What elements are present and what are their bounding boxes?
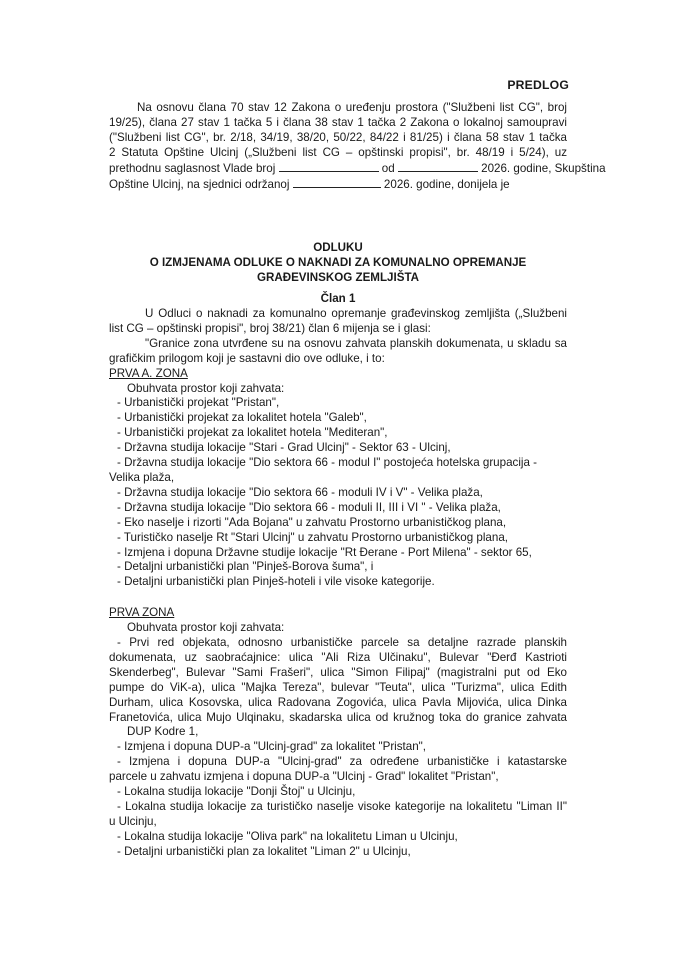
zone-a-covers: Obuhvata prostor koji zahvata:	[127, 381, 285, 395]
title-line: O IZMJENAMA ODLUKE O NAKNADI ZA KOMUNALNO OPREMANJE	[149, 255, 527, 269]
preamble-consent-text: prethodnu saglasnost Vlade broj	[109, 161, 276, 175]
list-item: - Izmjena i dopuna DUP-a "Ulcinj-grad" za lokalitet "Pristan",	[117, 740, 427, 754]
preamble-from-text: od	[381, 161, 395, 175]
spacer	[109, 590, 567, 606]
list-item-continuation: dokumenata, uz saobraćajnice: ulica "Ali Riza Ulčinaku", Bulevar "Đerđ Kastrioti	[109, 650, 567, 664]
list-item-continuation: Durham, ulica Kosovska, ulica Radovana Zogovića, ulica Pavla Mijovića, ulica Dinka	[109, 695, 567, 709]
list-item: - Izmjena i dopuna Državne studije lokacije "Rt Đerane - Port Milena" - sektor 65,	[117, 545, 532, 559]
list-item: - Državna studija lokacije "Stari - Grad Ulcinj" - Sektor 63 - Ulcinj,	[117, 441, 451, 455]
preamble	[109, 101, 606, 192]
decision-title	[109, 241, 567, 286]
list-item-continuation: pumpe do ViK-a), ulica "Majka Tereza", bulevar "Teuta", ulica "Turizma", ulica Edith	[109, 680, 567, 694]
list-item-continuation: Franetovića, ulica Mujo Ulqinaku, skadarska ulica od kružnog toka do granice zahvata	[109, 710, 567, 724]
article-body	[109, 307, 567, 860]
title-line: GRAĐEVINSKOG ZEMLJIŠTA	[256, 270, 420, 284]
zone-a-list	[109, 396, 567, 590]
decision-number-blank	[279, 161, 379, 172]
list-item: - Državna studija lokacije "Dio sektora 66 - modul I" postojeća hotelska grupacija -	[117, 456, 538, 470]
zone-1-list	[109, 636, 567, 860]
list-item: - Urbanistički projekat za lokalitet hotela "Galeb",	[117, 411, 367, 425]
intro-line: list CG – opštinski propisi", broj 38/21) član 6 mijenja se i glasi:	[109, 321, 431, 335]
zone-1-heading: PRVA ZONA	[109, 606, 175, 620]
list-item-continuation: Skenderbeg", Bulevar "Sami Frašeri", ulica "Simon Filipaj" (magistralni put od Eko	[109, 665, 567, 679]
list-item: - Državna studija lokacije "Dio sektora 66 - moduli IV i V" - Velika plaža,	[117, 485, 483, 499]
intro-line: U Odluci o naknadi za komunalno opremanje građevinskog zemljišta („Službeni	[145, 307, 567, 320]
list-item: - Eko naselje i rizorti "Ada Bojana" u zahvatu Prostorno urbanističkog plana,	[117, 515, 507, 529]
preamble-line-session	[109, 177, 567, 193]
list-item: - Detaljni urbanistički plan za lokalitet "Liman 2" u Ulcinju,	[117, 844, 411, 858]
session-date-blank	[293, 177, 381, 188]
title-line: ODLUKU	[313, 241, 363, 254]
preamble-line: ("Službeni list CG", br. 2/18, 34/19, 38/20, 50/22, 84/22 i 81/25) i člana 58 stav 1 tačka	[109, 130, 567, 144]
preamble-line: Na osnovu člana 70 stav 12 Zakona o uređenju prostora ("Službeni list CG", broj	[137, 101, 567, 114]
preamble-adopted-text: 2026. godine, donijela je	[383, 177, 510, 191]
zone-a-heading: PRVA A. ZONA	[109, 366, 188, 380]
list-item-continuation: parcele u zahvatu izmjena i dopuna DUP-a "Ulcinj - Grad" lokalitet "Pristan",	[109, 770, 499, 784]
list-item: - Urbanistički projekat za lokalitet hotela "Mediteran",	[117, 426, 388, 440]
decision-date-blank	[398, 161, 478, 172]
list-item-continuation: u Ulcinju,	[109, 814, 157, 828]
proposal-label: PREDLOG	[507, 78, 569, 92]
list-item-continuation: DUP Kodre 1,	[127, 725, 199, 739]
list-item: - Lokalna studija lokacije za turističko naselje visoke kategorije na lokalitetu "Liman II"	[117, 800, 567, 813]
intro-line: "Granice zona utvrđene su na osnovu zahvata planskih dokumenata, u skladu sa	[145, 336, 567, 350]
list-item: - Urbanistički projekat "Pristan",	[117, 396, 280, 410]
list-item: - Lokalna studija lokacije "Donji Štoj" u Ulcinju,	[117, 785, 356, 799]
preamble-line-consent	[109, 161, 606, 177]
list-item-continuation: Velika plaža,	[109, 470, 175, 484]
list-item: - Detaljni urbanistički plan Pinješ-hoteli i vile visoke kategorije.	[117, 575, 435, 589]
preamble-line: 2 Statuta Opštine Ulcinj („Službeni list CG – opštinski propisi", br. 48/19 i 5/24), uz	[109, 145, 567, 159]
zone-1-covers: Obuhvata prostor koji zahvata:	[127, 621, 285, 635]
list-item: - Izmjena i dopuna DUP-a "Ulcinj-grad" za određene urbanističke i katastarske	[117, 755, 567, 769]
list-item: - Turističko naselje Rt "Stari Ulcinj" u zahvatu Prostorno urbanističkog plana,	[117, 530, 508, 544]
intro-line: grafičkim prilogom koji je sastavni dio ove odluke, i to:	[109, 351, 385, 365]
article-heading: Član 1	[320, 292, 356, 305]
list-item: - Državna studija lokacije "Dio sektora 66 - moduli II, III i VI " - Velika plaža,	[117, 500, 501, 514]
list-item: - Detaljni urbanistički plan "Pinješ-Borova šuma", i	[117, 560, 374, 574]
list-item: - Lokalna studija lokacije "Oliva park" na lokalitetu Liman u Ulcinju,	[117, 829, 458, 843]
list-item: - Prvi red objekata, odnosno urbanističke parcele sa detaljne razrade planskih	[117, 636, 567, 650]
preamble-session-text: Opštine Ulcinj, na sjednici održanoj	[109, 177, 290, 191]
preamble-year-text: 2026. godine, Skupština	[481, 161, 606, 175]
preamble-line: 19/25), člana 27 stav 1 tačka 5 i člana 38 stav 1 tačka 2 Zakona o lokalnoj samoupravi	[109, 115, 567, 129]
